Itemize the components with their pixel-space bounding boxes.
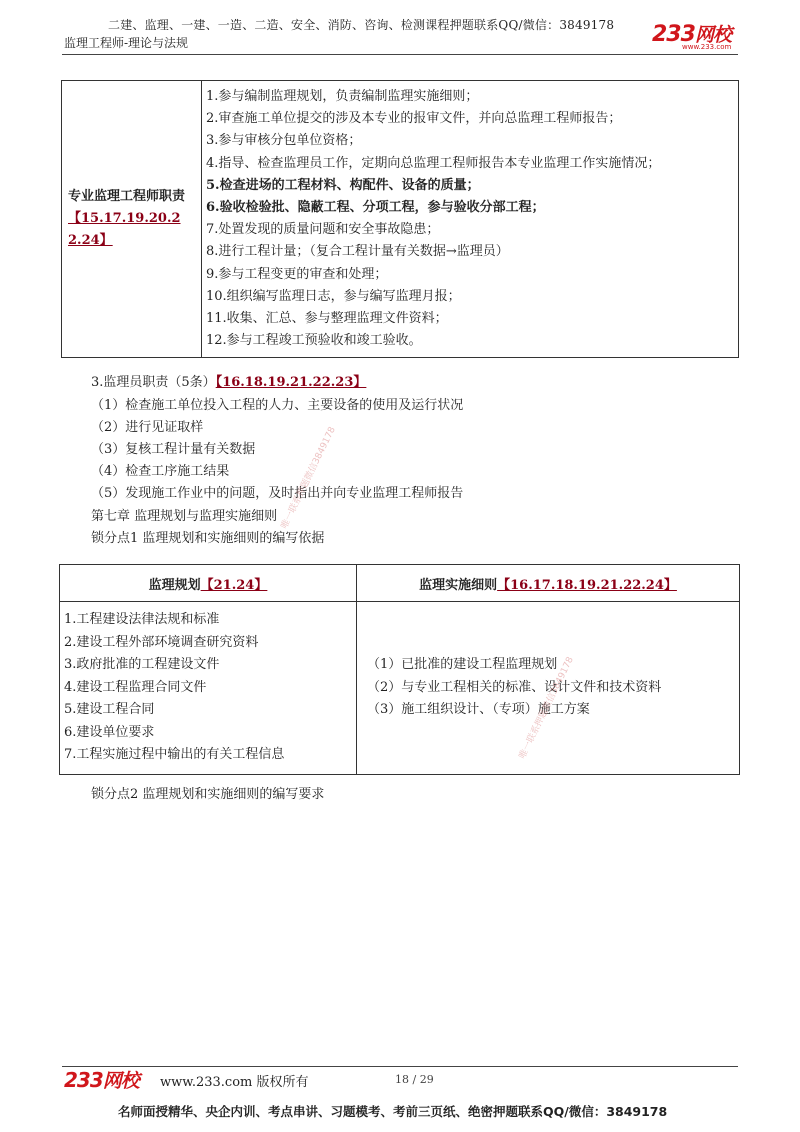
footer-divider — [62, 1066, 738, 1067]
duty-item: 1.参与编制监理规划，负责编制监理实施细则； — [206, 89, 479, 104]
header-title: 二建、监理、一建、一造、二造、安全、消防、咨询、检测课程押题联系QQ/微信：3849178 — [108, 18, 615, 32]
plan-basis-item: 1.工程建设法律法规和标准 — [64, 612, 220, 627]
detail-header-ref: 【16.17.18.19.21.22.24】 — [497, 577, 677, 593]
point-title: 锁分点1 监理规划和实施细则的编写依据 — [91, 531, 325, 546]
plan-basis-item: 7.工程实施过程中输出的有关工程信息 — [64, 747, 285, 762]
plan-header-ref: 【21.24】 — [200, 577, 268, 593]
header-divider — [62, 54, 738, 55]
footer-promo: 名师面授精华、央企内训、考点串讲、习题模考、考前三页纸、绝密押题联系QQ/微信：3849178 — [118, 1104, 668, 1119]
footer-logo — [64, 1066, 139, 1093]
plan-header — [60, 565, 357, 602]
duty-item: 6.验收检验批、隐蔽工程、分项工程，参与验收分部工程； — [206, 200, 545, 216]
detail-basis-item: （1）已批准的建设工程监理规划 — [367, 657, 558, 672]
plan-header-label: 监理规划 — [148, 577, 201, 593]
duty-item: 2.审查施工单位提交的涉及本专业的报审文件，并向总监理工程师报告； — [206, 111, 622, 127]
duty-item: 3.参与审核分包单位资格； — [206, 133, 362, 149]
chapter-title: 第七章 监理规划与监理实施细则 — [91, 509, 278, 524]
page-number: 18 / 29 — [395, 1073, 434, 1086]
plan-basis-item: 2.建设工程外部环境调查研究资料 — [64, 634, 259, 650]
section3-title: 3.监理员职责（5条） — [91, 375, 216, 390]
plan-basis-item: 5.建设工程合同 — [64, 702, 155, 717]
detail-basis-item: （3）施工组织设计、（专项）施工方案 — [367, 702, 590, 717]
logo-url: www.233.com — [682, 43, 732, 51]
footer-logo-text: 网校 — [102, 1070, 139, 1092]
logo-number: 233 — [652, 22, 695, 47]
watermark: 唯一联系押题微信3849178 — [517, 655, 576, 761]
point-title: 锁分点2 监理规划和实施细则的编写要求 — [91, 787, 325, 802]
duty-item: 5.检查进场的工程材料、构配件、设备的质量； — [206, 177, 480, 193]
duty-item: 10.组织编写监理日志，参与编写监理月报； — [206, 288, 461, 304]
section3-ref: 【16.18.19.21.22.23】 — [215, 375, 367, 390]
duty-item: 11.收集、汇总、参与整理监理文件资料； — [206, 311, 448, 327]
duty-item: 4.指导、检查监理员工作，定期向总监理工程师报告本专业监理工作实施情况； — [206, 155, 661, 171]
plan-basis-cell — [60, 602, 357, 775]
list-item: （4）检查工序施工结果 — [91, 464, 230, 479]
list-item: （5）发现施工作业中的问题，及时指出并向专业监理工程师报告 — [91, 486, 464, 501]
list-item: （2）进行见证取样 — [91, 420, 204, 435]
detail-header — [357, 565, 740, 602]
basis-table — [59, 564, 740, 775]
duty-item: 9.参与工程变更的审查和处理； — [206, 266, 388, 282]
section-title — [91, 372, 366, 394]
detail-basis-item: （2）与专业工程相关的标准、设计文件和技术资料 — [367, 679, 662, 695]
role-label: 专业监理工程师职责 — [68, 189, 186, 205]
duty-item: 12.参与工程竣工预验收和竣工验收。 — [206, 333, 422, 349]
role-cell — [62, 81, 202, 358]
list-item: （1）检查施工单位投入工程的人力、主要设备的使用及运行状况 — [91, 398, 464, 413]
duty-item: 7.处置发现的质量问题和安全事故隐患； — [206, 222, 440, 238]
footer-logo-number: 233 — [64, 1068, 103, 1092]
plan-basis-item: 6.建设单位要求 — [64, 724, 155, 740]
role-ref: 【15.17.19.20.22.24】 — [68, 211, 181, 249]
detail-header-label: 监理实施细则 — [419, 577, 498, 593]
duties-cell — [202, 81, 739, 358]
duty-item: 8.进行工程计量；（复合工程计量有关数据→监理员） — [206, 244, 509, 260]
watermark: 唯一联系押题微信3849178 — [279, 425, 338, 531]
footer-site: www.233.com 版权所有 — [160, 1075, 309, 1090]
list-item: （3）复核工程计量有关数据 — [91, 442, 256, 457]
logo-text: 网校 — [694, 24, 731, 46]
duties-table — [61, 80, 739, 358]
plan-basis-item: 4.建设工程监理合同文件 — [64, 679, 207, 695]
plan-basis-item: 3.政府批准的工程建设文件 — [64, 657, 220, 672]
header-subtitle: 监理工程师-理论与法规 — [64, 36, 189, 50]
